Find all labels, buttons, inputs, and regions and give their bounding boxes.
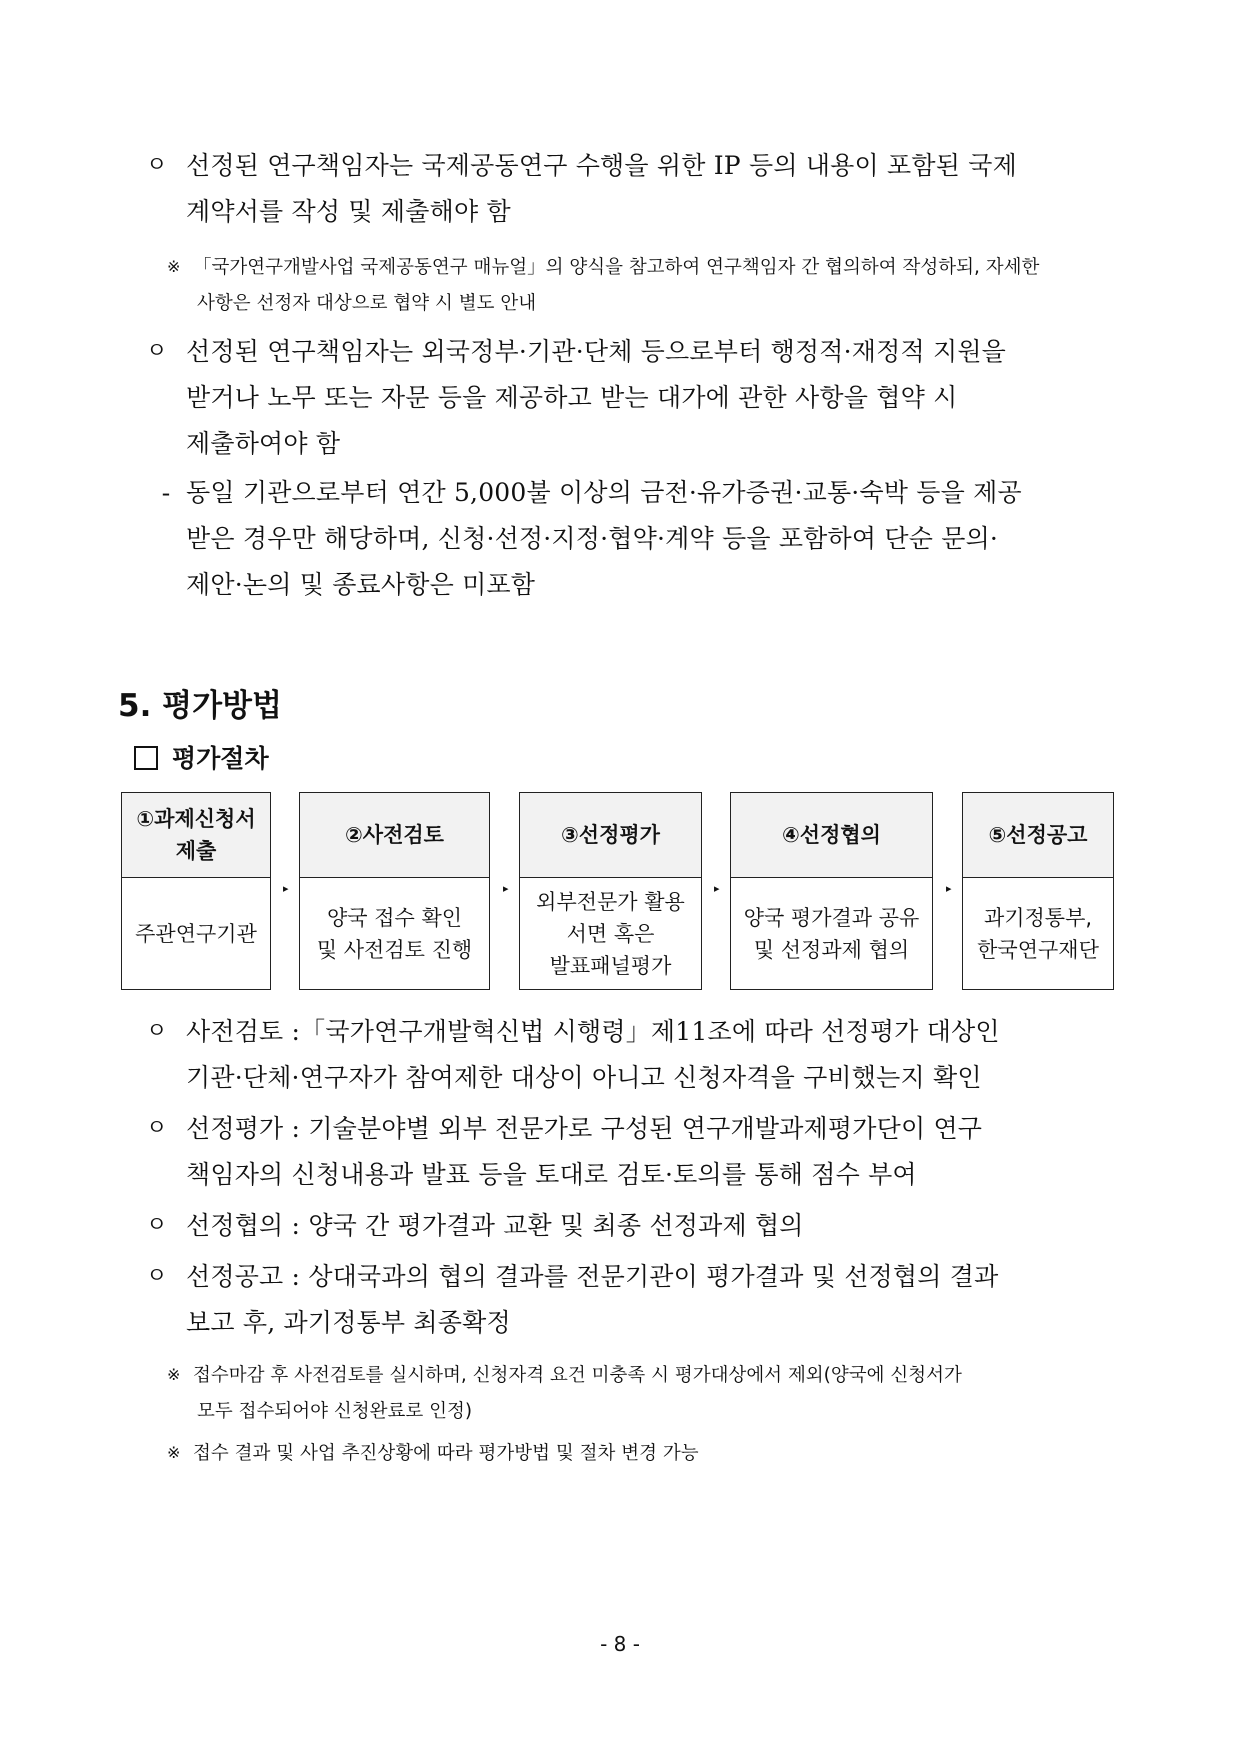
flow-arrow-icon: ▸ (714, 882, 720, 895)
note-line: 접수마감 후 사전검토를 실시하며, 신청자격 요건 미충족 시 평가대상에서 제외(양국에 신청서가 (193, 1365, 962, 1386)
text-line: 받은 경우만 해당하며, 신청·선정·지정·협약·계약 등을 포함하여 단순 문의· (186, 524, 999, 553)
text-line: 제안·논의 및 종료사항은 미포함 (186, 570, 536, 599)
note-text (193, 1358, 1126, 1430)
flow-step-title: ⑤선정공고 (963, 793, 1113, 878)
flow-arrow-icon: ▸ (283, 882, 289, 895)
note-line: 모두 접수되어야 신청완료로 인정) (197, 1401, 473, 1422)
text-line: 사전검토 :「국가연구개발혁신법 시행령」제11조에 따라 선정평가 대상인 (186, 1017, 1000, 1046)
text-line: 보고 후, 과기정통부 최종확정 (186, 1308, 511, 1337)
note-marker: ※ (167, 257, 181, 276)
paragraph-text (186, 470, 1126, 608)
text-line: 책임자의 신청내용과 발표 등을 토대로 검토·토의를 통해 점수 부여 (186, 1160, 917, 1189)
flow-arrow-icon: ▸ (946, 882, 952, 895)
text-line: 제출하여야 함 (186, 429, 341, 458)
text-line: 기관·단체·연구자가 참여제한 대상이 아니고 신청자격을 구비했는지 확인 (186, 1063, 982, 1092)
text-line: 선정된 연구책임자는 외국정부·기관·단체 등으로부터 행정적·재정적 지원을 (186, 337, 1007, 366)
flow-step-body: 외부전문가 활용 서면 혹은 발표패널평가 (536, 889, 685, 978)
flow-arrow-icon: ▸ (503, 882, 509, 895)
text-line: 선정공고 : 상대국과의 협의 결과를 전문기관이 평가결과 및 선정협의 결과 (186, 1262, 999, 1291)
flow-step-2 (299, 792, 490, 990)
text-line: 선정협의 : 양국 간 평가결과 교환 및 최종 선정과제 협의 (186, 1211, 804, 1240)
note-marker: ※ (167, 1365, 181, 1384)
flow-step-title: ②사전검토 (300, 793, 489, 878)
paragraph-text (186, 1009, 1126, 1101)
flow-step-1 (121, 792, 271, 990)
paragraph-text (186, 1254, 1126, 1346)
subheading-text: 평가절차 (172, 744, 269, 773)
note-marker: ※ (167, 1443, 181, 1462)
bullet-marker: ㅇ (146, 1116, 168, 1141)
page-number: - 8 - (600, 1632, 640, 1656)
flow-step-body: 주관연구기관 (135, 921, 257, 946)
bullet-marker: ㅇ (146, 153, 168, 178)
flow-step-title: ①과제신청서 제출 (122, 793, 270, 878)
flow-step-body: 양국 평가결과 공유 및 선정과제 협의 (743, 905, 920, 962)
bullet-marker: ㅇ (146, 1213, 168, 1238)
text-line: 계약서를 작성 및 제출해야 함 (186, 197, 511, 226)
note-text (193, 1436, 1126, 1472)
flow-step-title: ③선정평가 (520, 793, 701, 878)
bullet-marker: ㅇ (146, 1264, 168, 1289)
flow-step-body: 과기정통부, 한국연구재단 (977, 905, 1099, 962)
checkbox-square-icon (134, 746, 158, 770)
flow-step-title: ④선정협의 (731, 793, 932, 878)
section-heading: 5. 평가방법 (118, 688, 282, 724)
flow-step-5 (962, 792, 1114, 990)
flow-step-4 (730, 792, 933, 990)
text-line: 선정평가 : 기술분야별 외부 전문가로 구성된 연구개발과제평가단이 연구 (186, 1114, 983, 1143)
paragraph-text (186, 1106, 1126, 1198)
note-line: 접수 결과 및 사업 추진상황에 따라 평가방법 및 절차 변경 가능 (193, 1443, 699, 1464)
note-line: 「국가연구개발사업 국제공동연구 매뉴얼」의 양식을 참고하여 연구책임자 간 협의하여 작성하되, 자세한 (193, 257, 1040, 278)
paragraph-text (186, 143, 1126, 235)
subsection-heading (134, 742, 269, 776)
bullet-marker: ㅇ (146, 339, 168, 364)
text-line: 선정된 연구책임자는 국제공동연구 수행을 위한 IP 등의 내용이 포함된 국제 (186, 151, 1017, 180)
paragraph-text (186, 329, 1126, 467)
flow-step-3 (519, 792, 702, 990)
paragraph-text (186, 1203, 1126, 1249)
note-text (193, 250, 1126, 322)
bullet-marker: ㅇ (146, 1019, 168, 1044)
text-line: 받거나 노무 또는 자문 등을 제공하고 받는 대가에 관한 사항을 협약 시 (186, 383, 958, 412)
dash-marker: - (161, 479, 171, 507)
flow-step-body: 양국 접수 확인 및 사전검토 진행 (316, 905, 473, 962)
text-line: 동일 기관으로부터 연간 5,000불 이상의 금전·유가증권·교통·숙박 등을 제공 (186, 478, 1022, 507)
note-line: 사항은 선정자 대상으로 협약 시 별도 안내 (197, 293, 537, 314)
